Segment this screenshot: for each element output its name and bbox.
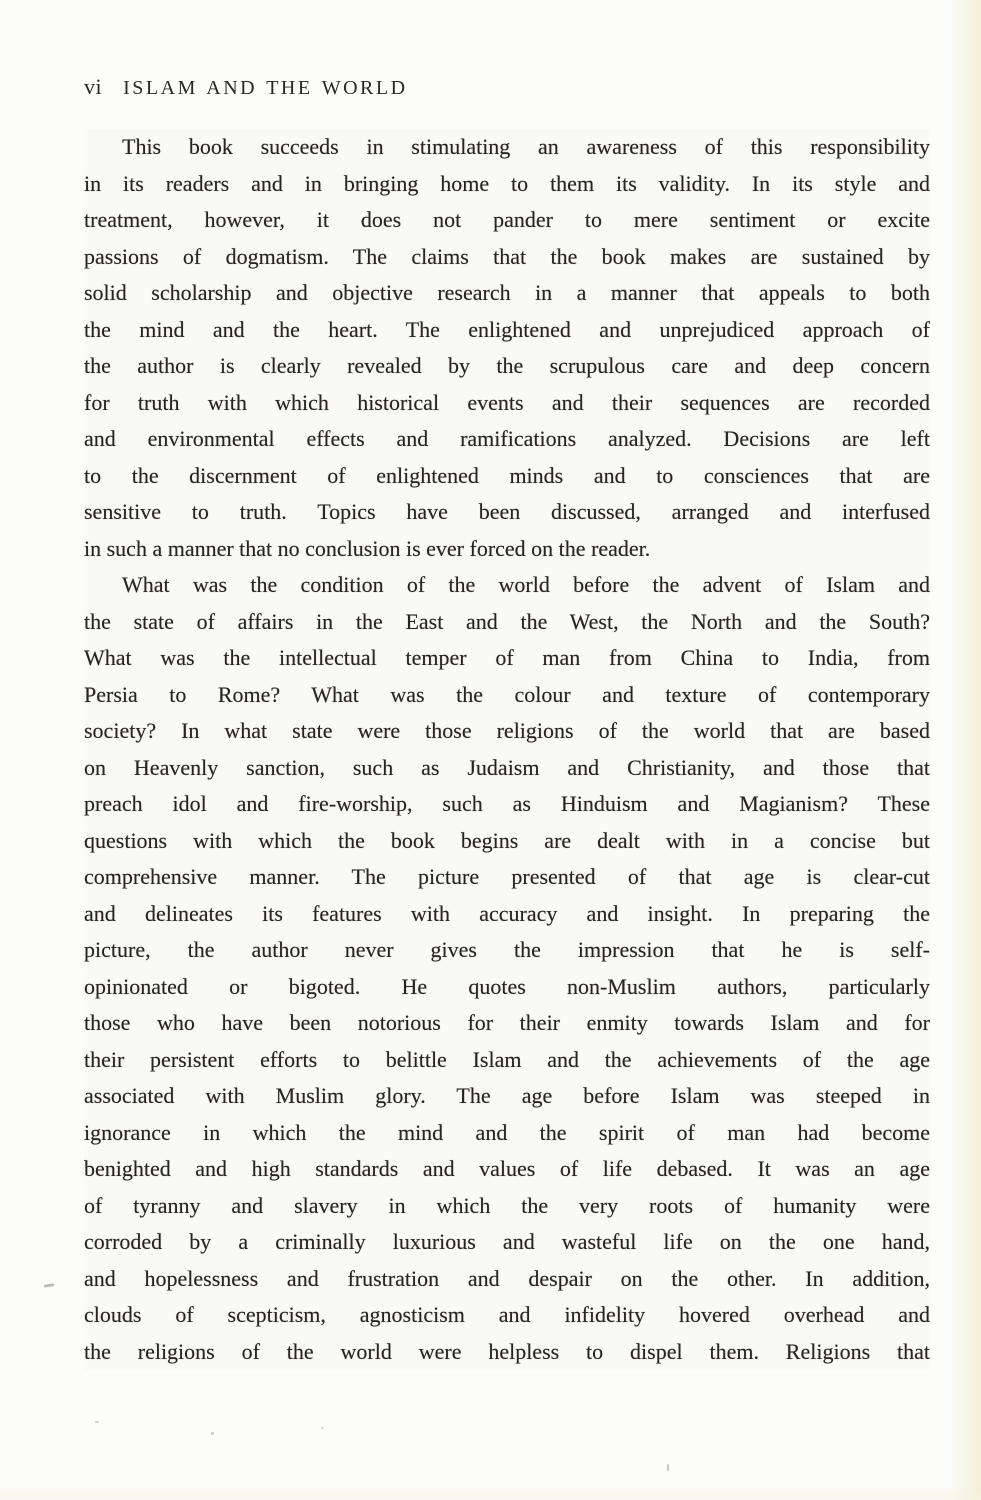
text-line: questions with which the book begins are dealt with in a concise but	[84, 823, 930, 860]
page-number: vi	[84, 74, 103, 99]
text-line: ignorance in which the mind and the spirit of man had become	[84, 1115, 930, 1152]
text-line: and hopelessness and frustration and despair on the other. In addition,	[84, 1261, 930, 1298]
text-line: on Heavenly sanction, such as Judaism and Christianity, and those that	[84, 750, 930, 787]
text-line: treatment, however, it does not pander to mere sentiment or excite	[84, 202, 930, 239]
text-line: the state of affairs in the East and the West, the North and the South?	[84, 604, 930, 641]
text-line: benighted and high standards and values of life debased. It was an age	[84, 1151, 930, 1188]
text-line: corroded by a criminally luxurious and wasteful life on the one hand,	[84, 1224, 930, 1261]
running-title: ISLAM AND THE WORLD	[123, 77, 408, 99]
text-line: and environmental effects and ramifications analyzed. Decisions are left	[84, 421, 930, 458]
text-line: What was the intellectual temper of man from China to India, from	[84, 640, 930, 677]
text-line: those who have been notorious for their enmity towards Islam and for	[84, 1005, 930, 1042]
text-line: and delineates its features with accuracy and insight. In preparing the	[84, 896, 930, 933]
text-line: to the discernment of enlightened minds and to consciences that are	[84, 458, 930, 495]
text-line: their persistent efforts to belittle Islam and the achievements of the age	[84, 1042, 930, 1079]
running-header	[84, 74, 930, 100]
text-line: in such a manner that no conclusion is ever forced on the reader.	[84, 531, 930, 568]
scan-speck	[95, 1421, 99, 1423]
text-line: solid scholarship and objective research in a manner that appeals to both	[84, 275, 930, 312]
scan-speck	[667, 1464, 669, 1471]
text-line: in its readers and in bringing home to them its validity. In its style and	[84, 166, 930, 203]
text-line: clouds of scepticism, agnosticism and infidelity hovered overhead and	[84, 1297, 930, 1334]
scan-speck	[211, 1432, 214, 1435]
text-line: preach idol and fire-worship, such as Hinduism and Magianism? These	[84, 786, 930, 823]
text-line: the mind and the heart. The enlightened and unprejudiced approach of	[84, 312, 930, 349]
text-line: the religions of the world were helpless to dispel them. Religions that	[84, 1334, 930, 1371]
text-line: associated with Muslim glory. The age before Islam was steeped in	[84, 1078, 930, 1115]
page-bottom-shading	[0, 1486, 981, 1500]
text-line: of tyranny and slavery in which the very roots of humanity were	[84, 1188, 930, 1225]
text-line: What was the condition of the world before the advent of Islam and	[84, 567, 930, 604]
scan-speck	[321, 1427, 324, 1429]
page-edge-shading	[951, 0, 981, 1500]
text-line: passions of dogmatism. The claims that the book makes are sustained by	[84, 239, 930, 276]
text-line: sensitive to truth. Topics have been discussed, arranged and interfused	[84, 494, 930, 531]
text-line: the author is clearly revealed by the scrupulous care and deep concern	[84, 348, 930, 385]
scan-speck	[44, 1283, 54, 1287]
text-line: comprehensive manner. The picture presented of that age is clear-cut	[84, 859, 930, 896]
text-line: Persia to Rome? What was the colour and texture of contemporary	[84, 677, 930, 714]
text-line: society? In what state were those religions of the world that are based	[84, 713, 930, 750]
text-line: for truth with which historical events and their sequences are recorded	[84, 385, 930, 422]
page-body	[84, 129, 930, 1370]
text-line: opinionated or bigoted. He quotes non-Muslim authors, particularly	[84, 969, 930, 1006]
text-line: This book succeeds in stimulating an awareness of this responsibility	[84, 129, 930, 166]
text-line: picture, the author never gives the impression that he is self-	[84, 932, 930, 969]
